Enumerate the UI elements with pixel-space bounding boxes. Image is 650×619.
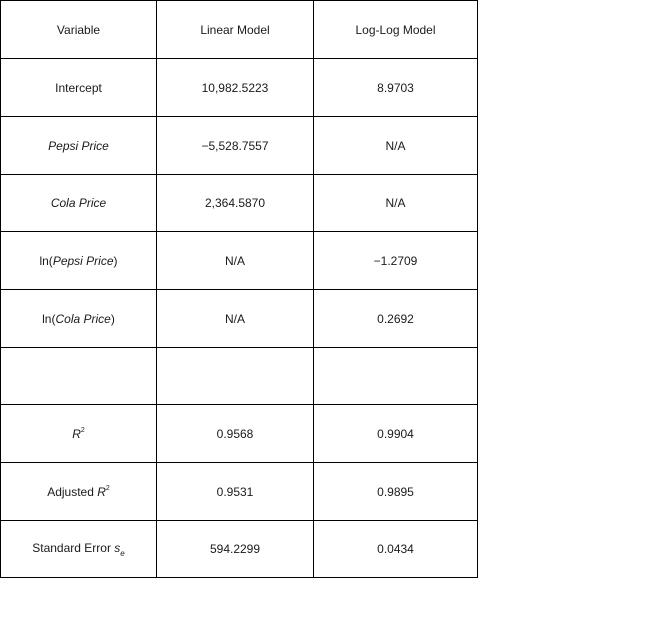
row-label-cola-price: Cola Price [1, 175, 157, 232]
row-label-ln-cola-price [1, 290, 157, 348]
standard-error-linear-value: 594.2299 [157, 521, 314, 578]
header-row [1, 1, 478, 59]
empty-row [1, 348, 478, 405]
intercept-linear-value: 10,982.5223 [157, 59, 314, 117]
ln-variable: Pepsi Price [52, 253, 114, 268]
adjusted-r-squared-linear-value: 0.9531 [157, 463, 314, 521]
adjusted-r-squared-loglog-value: 0.9895 [314, 463, 478, 521]
adjusted-prefix: Adjusted [47, 484, 98, 499]
cola-price-linear-value: 2,364.5870 [157, 175, 314, 232]
table-row [1, 463, 478, 521]
ln-suffix: ) [110, 311, 115, 326]
table-row [1, 232, 478, 290]
pepsi-price-linear-value: −5,528.7557 [157, 117, 314, 175]
row-label-pepsi-price: Pepsi Price [1, 117, 157, 175]
row-label-intercept: Intercept [1, 59, 157, 117]
row-label-standard-error [1, 521, 157, 578]
row-label-adjusted-r-squared [1, 463, 157, 521]
table-row [1, 117, 478, 175]
header-variable: Variable [1, 1, 157, 59]
ln-suffix: ) [113, 253, 118, 268]
ln-cola-price-linear-value: N/A [157, 290, 314, 348]
table-row [1, 405, 478, 463]
r-squared-loglog-value: 0.9904 [314, 405, 478, 463]
r-variable: R [97, 484, 106, 499]
standard-error-prefix: Standard Error [32, 540, 115, 555]
ln-prefix: ln( [39, 253, 53, 268]
pepsi-price-loglog-value: N/A [314, 117, 478, 175]
intercept-loglog-value: 8.9703 [314, 59, 478, 117]
row-label-r-squared [1, 405, 157, 463]
ln-prefix: ln( [42, 311, 56, 326]
row-label-ln-pepsi-price [1, 232, 157, 290]
empty-cell [314, 348, 478, 405]
subscript-e: e [120, 549, 125, 559]
ln-pepsi-price-loglog-value: −1.2709 [314, 232, 478, 290]
ln-variable: Cola Price [55, 311, 111, 326]
r-squared-linear-value: 0.9568 [157, 405, 314, 463]
table-row [1, 175, 478, 232]
s-variable: s [114, 540, 121, 555]
ln-pepsi-price-linear-value: N/A [157, 232, 314, 290]
superscript-two: 2 [105, 484, 110, 492]
header-loglog-model: Log-Log Model [314, 1, 478, 59]
empty-cell [157, 348, 314, 405]
table-row [1, 59, 478, 117]
standard-error-loglog-value: 0.0434 [314, 521, 478, 578]
table-row [1, 290, 478, 348]
ln-cola-price-loglog-value: 0.2692 [314, 290, 478, 348]
header-linear-model: Linear Model [157, 1, 314, 59]
superscript-two: 2 [80, 426, 85, 434]
table-row [1, 521, 478, 578]
cola-price-loglog-value: N/A [314, 175, 478, 232]
r-variable: R [72, 426, 81, 441]
empty-cell [1, 348, 157, 405]
